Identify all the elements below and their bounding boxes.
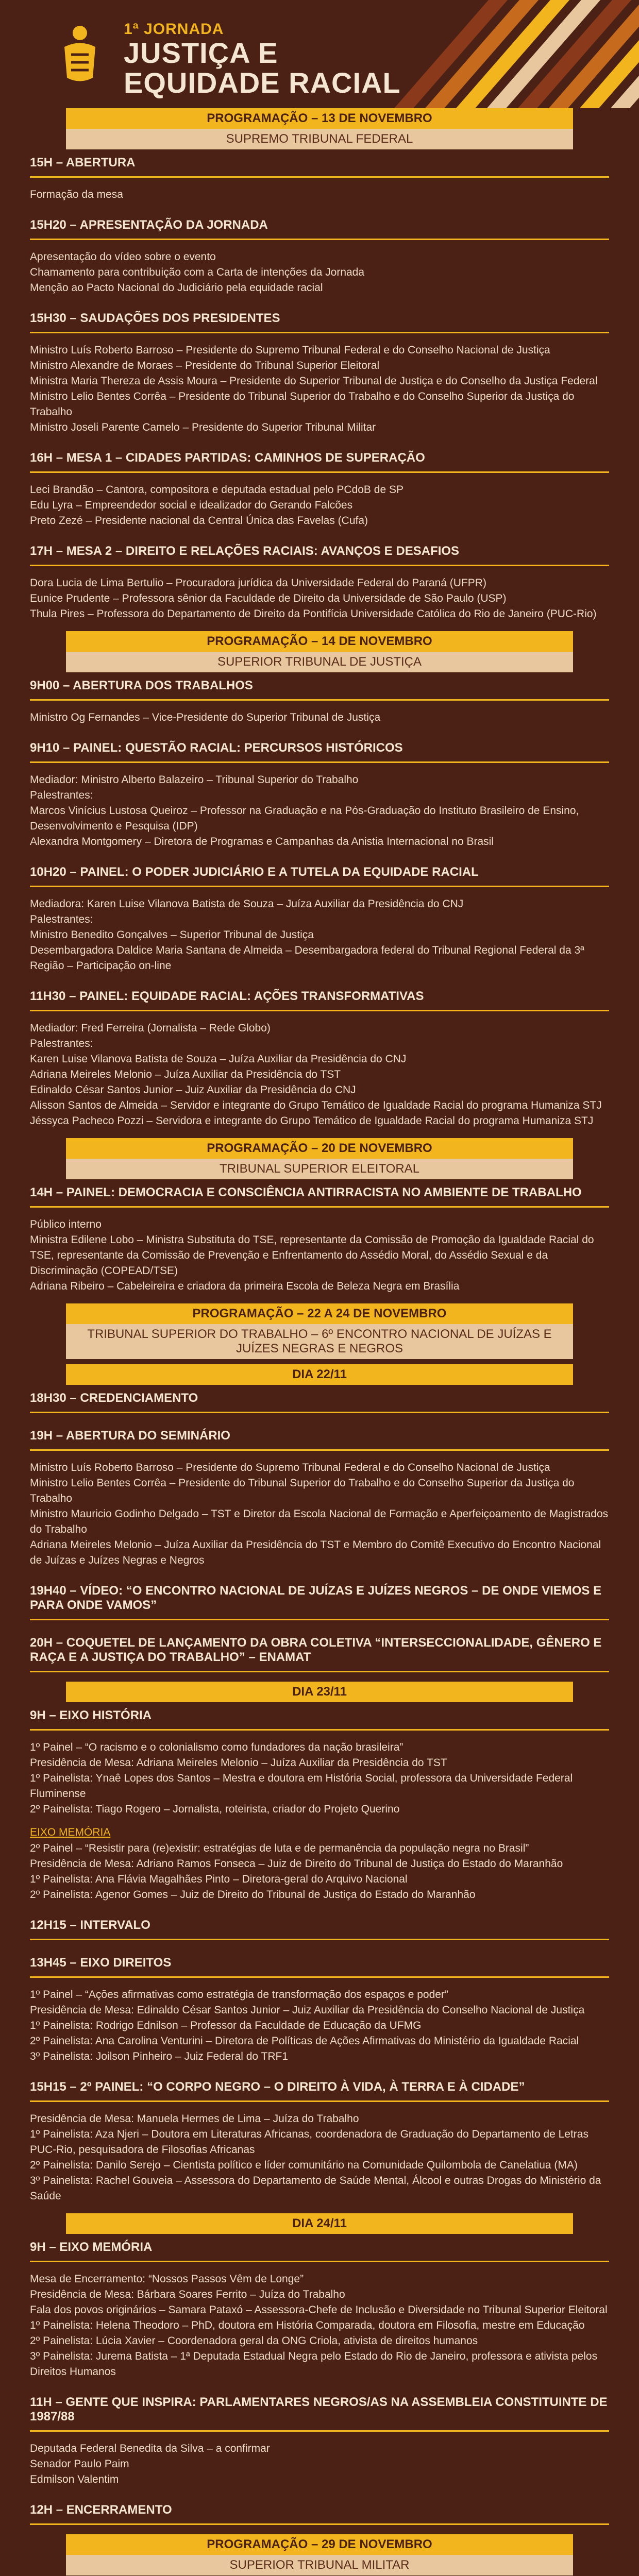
section-details <box>30 482 609 529</box>
day-sub: DIA 24/11 <box>66 2213 573 2234</box>
section-divider <box>30 1939 609 1940</box>
day-block <box>30 1682 609 2204</box>
detail-line: 2º Painel – “Resistir para (re)existir: estratégias de luta e de permanência da população negra no Brasil” <box>30 1842 529 1854</box>
detail-line: Ministro Og Fernandes – Vice-Presidente do Superior Tribunal de Justiça <box>30 711 381 723</box>
day-block <box>30 1138 609 1294</box>
day-sub: DIA 22/11 <box>66 1364 573 1385</box>
day-sub: DIA 23/11 <box>66 1682 573 1702</box>
program-section <box>30 1422 609 1568</box>
section-title: 19H – ABERTURA DO SEMINÁRIO <box>30 1429 230 1443</box>
section-details <box>30 1217 609 1294</box>
detail-line: Menção ao Pacto Nacional do Judiciário pela equidade racial <box>30 282 323 294</box>
section-divider <box>30 1976 609 1978</box>
program-section <box>30 1826 609 1903</box>
detail-line: Dora Lucia de Lima Bertulio – Procuradora jurídica da Universidade Federal do Paraná (UFPR) <box>30 577 486 589</box>
section-details <box>30 896 609 974</box>
day-sub-header <box>66 2213 573 2234</box>
detail-line: 1º Painelista: Aza Njeri – Doutora em Literaturas Africanas, coordenadora de Graduação do Departamento de Letras PUC-Rio, pesquisadora de Filosofias Africanas <box>30 2128 588 2156</box>
detail-line: Eunice Prudente – Professora sênior da Faculdade de Direito da Universidade de São Paulo (USP) <box>30 592 507 604</box>
section-details <box>30 187 609 202</box>
program-section <box>30 1578 609 1620</box>
section-title: 15H15 – 2º PAINEL: “O CORPO NEGRO – O DIREITO À VIDA, À TERRA E À CIDADE” <box>30 2080 525 2094</box>
detail-line: Thula Pires – Professora do Departamento de Direito da Pontifícia Universidade Católica do Rio de Janeiro (PUC-Rio) <box>30 608 597 620</box>
program-section <box>30 538 609 622</box>
detail-line: 2º Painelista: Tiago Rogero – Jornalista, roteirista, criador do Projeto Querino <box>30 1803 400 1815</box>
section-divider <box>30 1619 609 1620</box>
detail-line: Ministro Benedito Gonçalves – Superior Tribunal de Justiça <box>30 929 314 941</box>
detail-line: Ministro Alexandre de Moraes – Presidente do Tribunal Superior Eleitoral <box>30 360 380 371</box>
detail-line: 2º Painelista: Lúcia Xavier – Coordenadora geral da ONG Criola, ativista de direitos humanos <box>30 2335 478 2347</box>
detail-line: Apresentação do vídeo sobre o evento <box>30 251 216 263</box>
detail-line: Edu Lyra – Empreendedor social e idealizador do Gerando Falcões <box>30 499 353 511</box>
section-title: 13H45 – EIXO DIREITOS <box>30 1956 172 1970</box>
program-section <box>30 1385 609 1413</box>
detail-line: Adriana Meireles Melonio – Juíza Auxiliar da Presidência do TST e Membro do Comitê Executivo do Encontro Nacional de Juízas e Juízes Negras e Negros <box>30 1539 601 1566</box>
detail-line: 2º Painelista: Ana Carolina Venturini – Diretora de Políticas de Ações Afirmativas do Ministério da Igualdade Racial <box>30 2035 579 2047</box>
event-title <box>124 21 401 98</box>
program-section <box>30 2497 609 2525</box>
detail-line: Presidência de Mesa: Adriana Meireles Melonio – Juíza Auxiliar da Presidência do TST <box>30 1757 447 1769</box>
detail-line: Presidência de Mesa: Adriano Ramos Fonseca – Juiz de Direito do Tribunal de Justiça do Estado do Maranhão <box>30 1858 563 1870</box>
day-header <box>66 1303 573 1359</box>
section-details <box>30 1987 609 2064</box>
day-court: SUPERIOR TRIBUNAL DE JUSTIÇA <box>66 652 573 672</box>
section-title: 18H30 – CREDENCIAMENTO <box>30 1391 198 1405</box>
section-title: 9H00 – ABERTURA DOS TRABALHOS <box>30 679 253 692</box>
program-section <box>30 672 609 725</box>
section-divider <box>30 2100 609 2102</box>
section-divider <box>30 1729 609 1731</box>
detail-line: Presidência de Mesa: Bárbara Soares Ferrito – Juíza do Trabalho <box>30 2289 345 2300</box>
detail-line: Adriana Ribeiro – Cabeleireira e criadora da primeira Escola de Beleza Negra em Brasília <box>30 1280 460 1292</box>
program-section <box>30 212 609 296</box>
section-title: 17H – MESA 2 – DIREITO E RELAÇÕES RACIAIS: AVANÇOS E DESAFIOS <box>30 544 460 558</box>
section-title: 9H – EIXO MEMÓRIA <box>30 2240 153 2254</box>
detail-line: 2º Painelista: Agenor Gomes – Juiz de Direito do Tribunal de Justiça do Estado do Maranhão <box>30 1889 476 1901</box>
section-divider <box>30 332 609 333</box>
day-sub-header <box>66 1364 573 1385</box>
section-details <box>30 343 609 435</box>
section-divider <box>30 761 609 763</box>
title-line-2: JUSTIÇA E <box>124 37 278 69</box>
section-divider <box>30 1412 609 1413</box>
day-block <box>30 1303 609 1672</box>
detail-line: Formação da mesa <box>30 189 123 200</box>
detail-line: Palestrantes: <box>30 1038 93 1049</box>
detail-line: Ministro Luís Roberto Barroso – Presidente do Supremo Tribunal Federal e do Conselho Nacional de Justiça <box>30 344 550 356</box>
section-title: 14H – PAINEL: DEMOCRACIA E CONSCIÊNCIA ANTIRRACISTA NO AMBIENTE DE TRABALHO <box>30 1185 582 1199</box>
section-divider <box>30 565 609 566</box>
section-details <box>30 2111 609 2204</box>
program-section <box>30 445 609 529</box>
section-title: 12H – ENCERRAMENTO <box>30 2503 172 2517</box>
section-details <box>30 249 609 296</box>
section-details <box>30 2272 609 2380</box>
detail-line: Desembargadora Daldice Maria Santana de Almeida – Desembargadora federal do Tribunal Regional Federal da 3ª Região – Participação on-line <box>30 944 584 972</box>
detail-line: 1º Painelista: Ynaê Lopes dos Santos – Mestra e doutora em História Social, professora da Universidade Federal Fluminense <box>30 1772 573 1800</box>
detail-line: Ministro Mauricio Godinho Delgado – TST e Diretor da Escola Nacional de Formação e Aperfeiçoamento de Magistrados do Trabalho <box>30 1508 609 1535</box>
detail-line: Deputada Federal Benedita da Silva – a confirmar <box>30 2443 270 2454</box>
detail-line: 3º Painelista: Jurema Batista – 1ª Deputada Estadual Negra pelo Estado do Rio de Janeiro, professora e ativista pelos Direitos Humanos <box>30 2350 598 2378</box>
section-details <box>30 1740 609 1817</box>
day-court: TRIBUNAL SUPERIOR ELEITORAL <box>66 1159 573 1179</box>
detail-line: Marcos Vinícius Lustosa Queiroz – Professor na Graduação e na Pós-Graduação do Instituto Brasileiro de Ensino, Desenvolvimento e Pesquisa (IDP) <box>30 805 579 832</box>
section-details <box>30 575 609 622</box>
program-section <box>30 2074 609 2204</box>
section-divider <box>30 1010 609 1011</box>
title-line-1: 1ª JORNADA <box>124 21 224 38</box>
program-section <box>30 1702 609 1817</box>
section-divider <box>30 2523 609 2525</box>
section-title: 15H30 – SAUDAÇÕES DOS PRESIDENTES <box>30 311 280 325</box>
detail-line: Chamamento para contribuição com a Carta de intenções da Jornada <box>30 266 365 278</box>
header <box>0 0 639 108</box>
day-court: SUPREMO TRIBUNAL FEDERAL <box>66 129 573 149</box>
detail-line: Mesa de Encerramento: “Nossos Passos Vêm de Longe” <box>30 2273 304 2285</box>
detail-line: 1º Painelista: Ana Flávia Magalhães Pinto – Diretora-geral do Arquivo Nacional <box>30 1873 408 1885</box>
day-court: SUPERIOR TRIBUNAL MILITAR <box>66 2555 573 2575</box>
detail-line: Ministro Luís Roberto Barroso – Presidente do Supremo Tribunal Federal e do Conselho Nacional de Justiça <box>30 1462 550 1473</box>
detail-line: Edinaldo César Santos Junior – Juiz Auxiliar da Presidência do CNJ <box>30 1084 356 1096</box>
section-divider <box>30 1671 609 1672</box>
program-section <box>30 1912 609 1940</box>
detail-line: Preto Zezé – Presidente nacional da Central Única das Favelas (Cufa) <box>30 515 368 527</box>
detail-line: 1º Painel – “O racismo e o colonialismo como fundadores da nação brasileira” <box>30 1741 403 1753</box>
detail-line: Edmilson Valentim <box>30 2473 119 2485</box>
section-title: 11H30 – PAINEL: EQUIDADE RACIAL: AÇÕES TRANSFORMATIVAS <box>30 989 424 1003</box>
program-section <box>30 305 609 435</box>
program-section <box>30 859 609 974</box>
day-date: PROGRAMAÇÃO – 13 DE NOVEMBRO <box>66 108 573 129</box>
detail-line: Jéssyca Pacheco Pozzi – Servidora e integrante do Grupo Temático de Igualdade Racial do programa Humaniza STJ <box>30 1115 594 1127</box>
day-header <box>66 1138 573 1179</box>
day-date: PROGRAMAÇÃO – 14 DE NOVEMBRO <box>66 631 573 652</box>
section-divider <box>30 1449 609 1451</box>
detail-line: Ministra Maria Thereza de Assis Moura – Presidente do Superior Tribunal de Justiça e do Conselho da Justiça Federal <box>30 375 598 387</box>
section-subheading: EIXO MEMÓRIA <box>30 1826 111 1838</box>
day-court: TRIBUNAL SUPERIOR DO TRABALHO – 6º ENCONTRO NACIONAL DE JUÍZAS E JUÍZES NEGRAS E NEGROS <box>66 1324 573 1359</box>
detail-line: Leci Brandão – Cantora, compositora e deputada estadual pelo PCdoB de SP <box>30 484 403 496</box>
section-title: 9H10 – PAINEL: QUESTÃO RACIAL: PERCURSOS HISTÓRICOS <box>30 741 403 755</box>
section-title: 15H – ABERTURA <box>30 156 136 170</box>
section-details <box>30 1460 609 1568</box>
day-date: PROGRAMAÇÃO – 22 A 24 DE NOVEMBRO <box>66 1303 573 1324</box>
day-header <box>66 631 573 672</box>
day-block <box>30 108 609 622</box>
program-section <box>30 1630 609 1672</box>
detail-line: Alisson Santos de Almeida – Servidor e integrante do Grupo Temático de Igualdade Racial do programa Humaniza STJ <box>30 1099 602 1111</box>
section-title: 15H20 – APRESENTAÇÃO DA JORNADA <box>30 218 268 232</box>
detail-line: 1º Painelista: Helena Theodoro – PhD, doutora em História Comparada, doutora em Filosofia, mestre em Educação <box>30 2319 585 2331</box>
detail-line: 2º Painelista: Danilo Serejo – Cientista político e líder comunitário na Comunidade Quilombola de Canelatiua (MA) <box>30 2159 578 2171</box>
section-divider <box>30 2430 609 2432</box>
section-details <box>30 2441 609 2487</box>
day-header <box>66 2534 573 2575</box>
detail-line: Palestrantes: <box>30 789 93 801</box>
section-title: 16H – MESA 1 – CIDADES PARTIDAS: CAMINHOS DE SUPERAÇÃO <box>30 451 425 465</box>
section-title: 12H15 – INTERVALO <box>30 1918 150 1932</box>
detail-line: Presidência de Mesa: Manuela Hermes de Lima – Juíza do Trabalho <box>30 2113 359 2125</box>
program-section <box>30 149 609 202</box>
section-title: 19H40 – VÍDEO: “O ENCONTRO NACIONAL DE JUÍZAS E JUÍZES NEGROS – DE ONDE VIEMOS E PARA ONDE VAMOS” <box>30 1584 602 1612</box>
day-date: PROGRAMAÇÃO – 20 DE NOVEMBRO <box>66 1138 573 1159</box>
program-section <box>30 983 609 1129</box>
detail-line: Mediador: Fred Ferreira (Jornalista – Rede Globo) <box>30 1022 271 1034</box>
detail-line: Fala dos povos originários – Samara Pataxó – Assessora-Chefe de Inclusão e Diversidade no Tribunal Superior Eleitoral <box>30 2304 608 2316</box>
program-section <box>30 1950 609 2064</box>
section-title: 9H – EIXO HISTÓRIA <box>30 1708 152 1722</box>
day-sub-header <box>66 1682 573 1702</box>
section-title: 10H20 – PAINEL: O PODER JUDICIÁRIO E A TUTELA DA EQUIDADE RACIAL <box>30 865 479 879</box>
program-section <box>30 1179 609 1294</box>
section-divider <box>30 2261 609 2262</box>
program-section <box>30 2389 609 2487</box>
section-details <box>30 1841 609 1903</box>
day-header <box>66 108 573 149</box>
section-divider <box>30 176 609 178</box>
section-divider <box>30 239 609 240</box>
detail-line: Ministra Edilene Lobo – Ministra Substituta do TSE, representante da Comissão de Promoção da Igualdade Racial do TSE, representante da Comissão de Prevenção e Enfrentamento do Assédio Moral, do Assédio Sexual e da Discriminação (COPEAD/TSE) <box>30 1234 594 1277</box>
day-date: PROGRAMAÇÃO – 29 DE NOVEMBRO <box>66 2534 573 2555</box>
section-title: 11H – GENTE QUE INSPIRA: PARLAMENTARES NEGROS/AS NA ASSEMBLEIA CONSTITUINTE DE 1987/88 <box>30 2395 608 2424</box>
detail-line: Público interno <box>30 1218 102 1230</box>
detail-line: Adriana Meireles Melonio – Juíza Auxiliar da Presidência do TST <box>30 1069 341 1080</box>
section-title: 20H – COQUETEL DE LANÇAMENTO DA OBRA COLETIVA “INTERSECCIONALIDADE, GÊNERO E RAÇA E A JUSTIÇA DO TRABALHO” – ENAMAT <box>30 1636 602 1664</box>
detail-line: Karen Luise Vilanova Batista de Souza – Juíza Auxiliar da Presidência do CNJ <box>30 1053 407 1065</box>
detail-line: 3º Painelista: Joilson Pinheiro – Juiz Federal do TRF1 <box>30 2050 289 2062</box>
section-divider <box>30 699 609 701</box>
detail-line: Palestrantes: <box>30 913 93 925</box>
detail-line: 1º Painel – “Ações afirmativas como estratégia de transformação dos espaços e poder” <box>30 1989 448 2001</box>
detail-line: Presidência de Mesa: Edinaldo César Santos Junior – Juiz Auxiliar da Presidência do Conselho Nacional de Justiça <box>30 2004 585 2016</box>
section-details <box>30 1021 609 1129</box>
detail-line: Mediadora: Karen Luise Vilanova Batista de Souza – Juíza Auxiliar da Presidência do CNJ <box>30 898 464 910</box>
section-divider <box>30 1206 609 1208</box>
detail-line: Ministro Lelio Bentes Corrêa – Presidente do Tribunal Superior do Trabalho e do Conselho Superior da Justiça do Trabalho <box>30 391 575 418</box>
detail-line: Ministro Lelio Bentes Corrêa – Presidente do Tribunal Superior do Trabalho e do Conselho Superior da Justiça do Trabalho <box>30 1477 575 1504</box>
section-divider <box>30 471 609 473</box>
detail-line: Mediador: Ministro Alberto Balazeiro – Tribunal Superior do Trabalho <box>30 774 359 786</box>
detail-line: 1º Painelista: Rodrigo Ednilson – Professor da Faculdade de Educação da UFMG <box>30 2020 422 2031</box>
detail-line: 3º Painelista: Rachel Gouveia – Assessora do Departamento de Saúde Mental, Álcool e outras Drogas do Ministério da Saúde <box>30 2175 601 2202</box>
program <box>0 108 639 2576</box>
day-block <box>30 631 609 1129</box>
jornada-logo-icon <box>52 19 108 86</box>
title-line-3: EQUIDADE RACIAL <box>124 66 401 99</box>
program-section <box>30 735 609 850</box>
program-section <box>30 2234 609 2380</box>
section-divider <box>30 886 609 887</box>
detail-line: Alexandra Montgomery – Diretora de Programas e Campanhas da Anistia Internacional no Brasil <box>30 836 494 848</box>
section-details <box>30 772 609 850</box>
detail-line: Ministro Joseli Parente Camelo – Presidente do Superior Tribunal Militar <box>30 421 376 433</box>
detail-line: Senador Paulo Paim <box>30 2458 129 2470</box>
day-block <box>30 2534 609 2576</box>
day-block <box>30 2213 609 2525</box>
section-details <box>30 710 609 725</box>
